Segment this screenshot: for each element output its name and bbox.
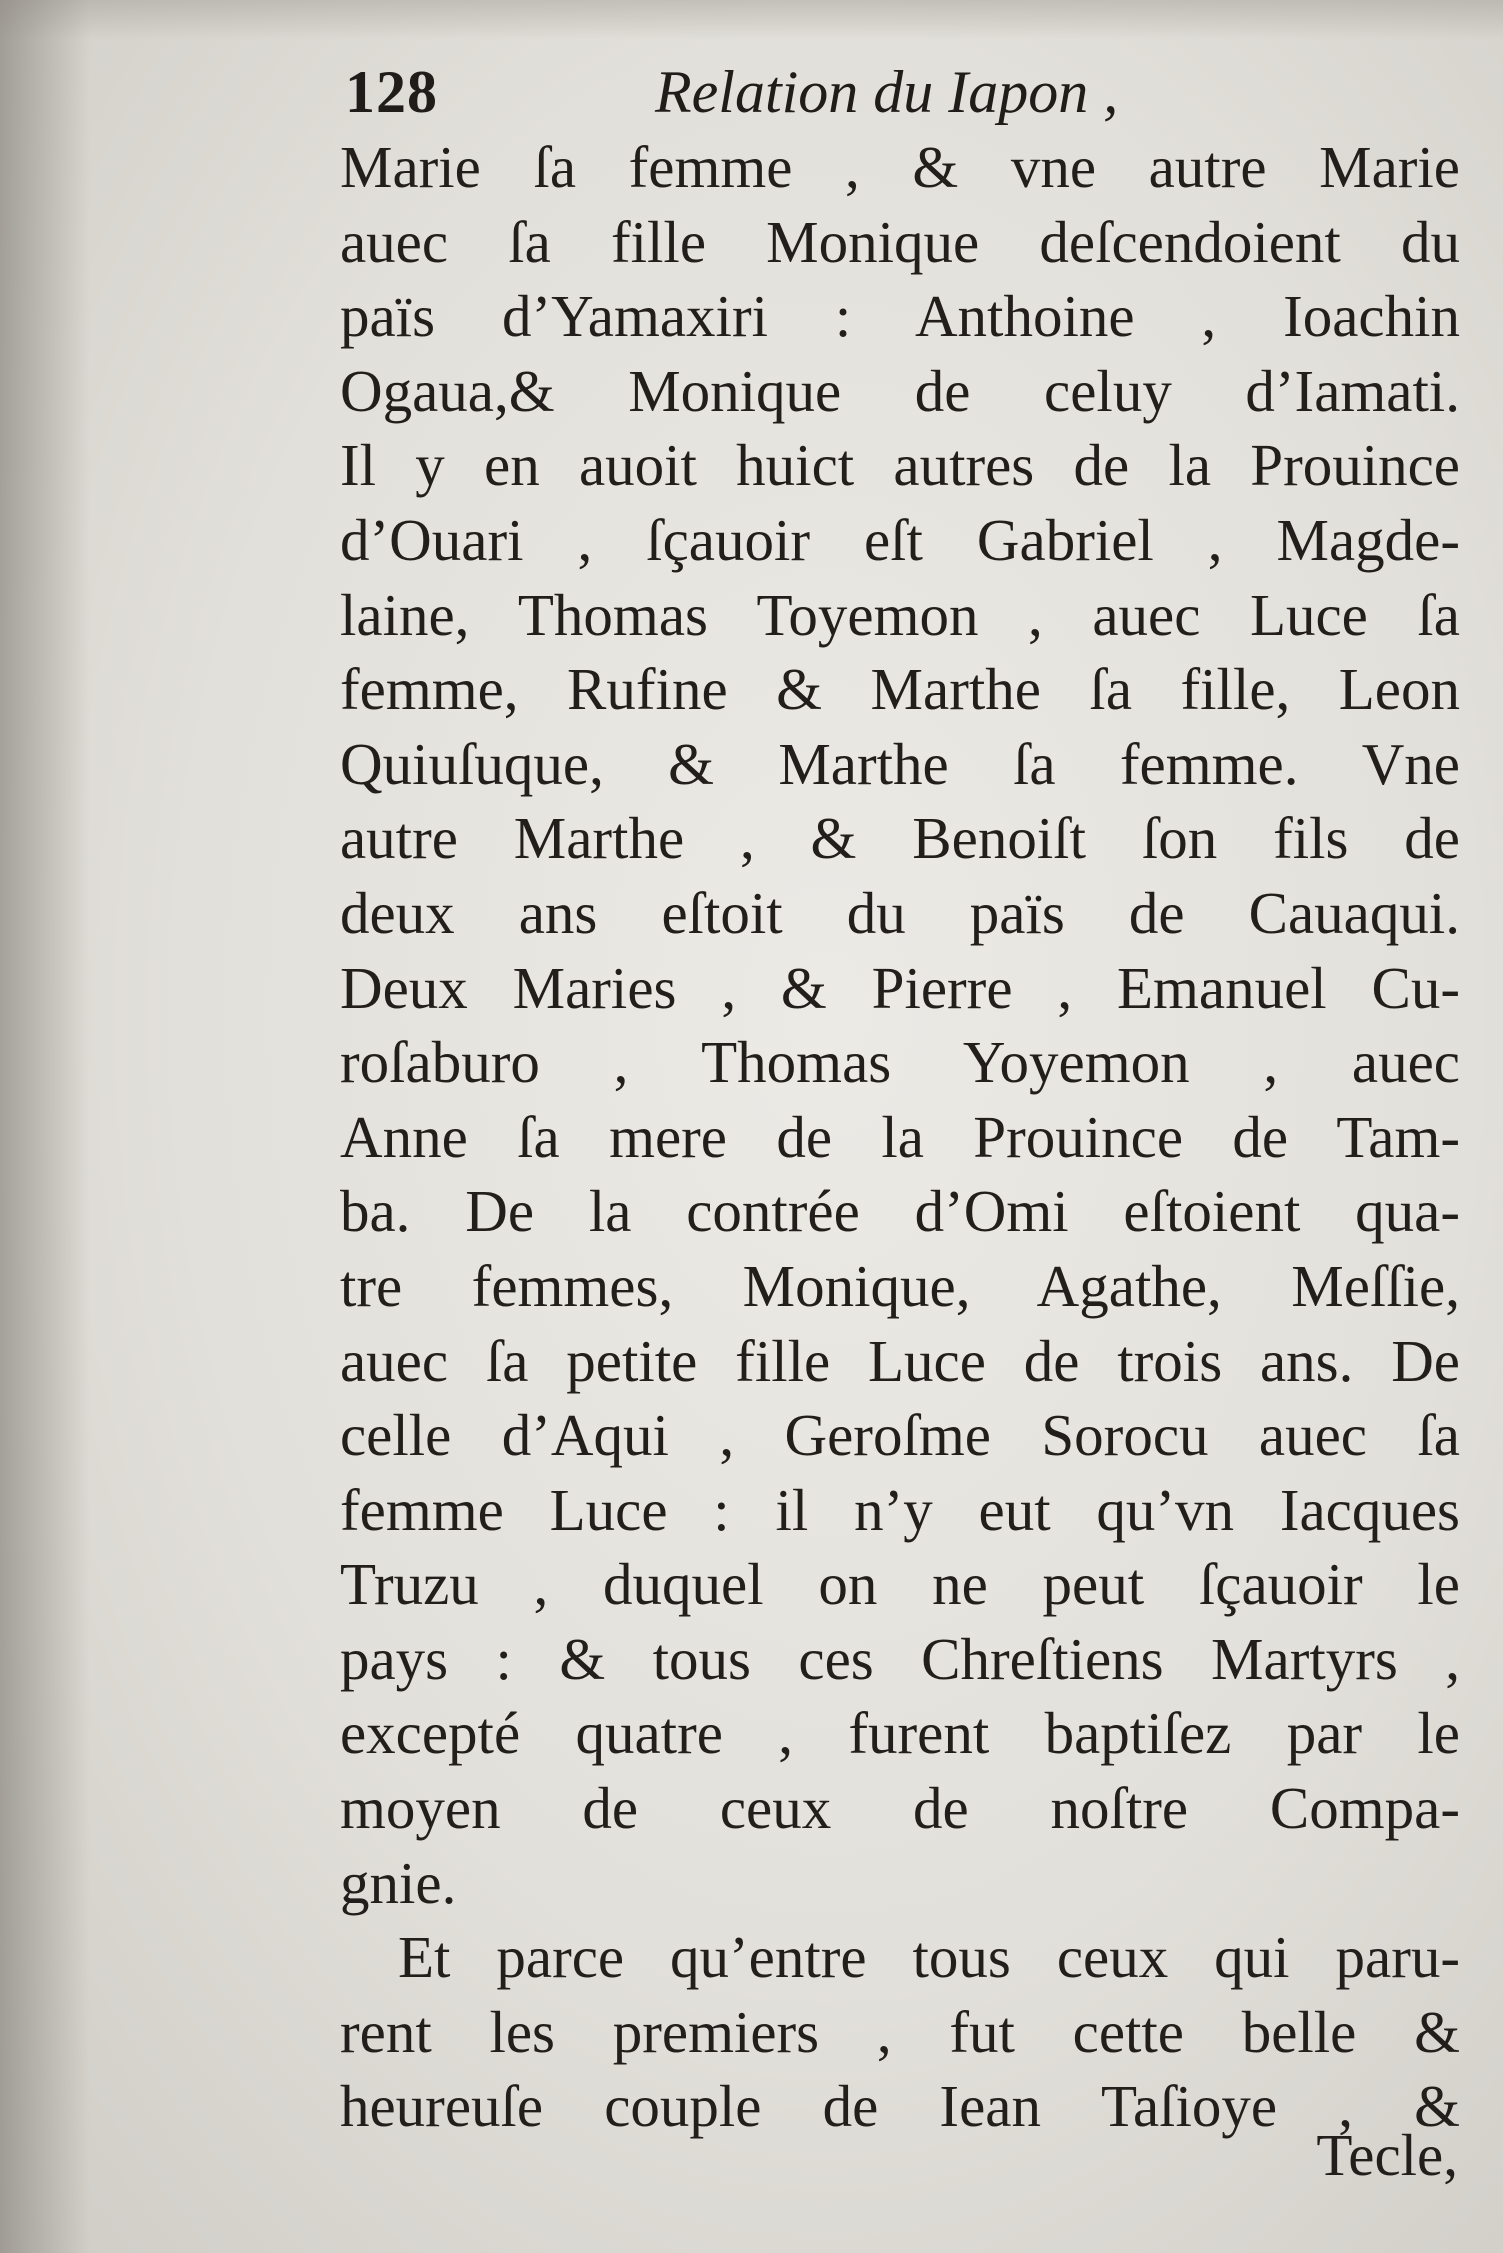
text-line: roſaburo , Thomas Yoyemon , auec: [340, 1029, 1460, 1096]
text-line: Ogaua,& Monique de celuy d’Iamati.: [340, 357, 1460, 424]
text-line: Anne ſa mere de la Prouince de Tam-: [340, 1103, 1460, 1170]
text-line: tre femmes, Monique, Agathe, Meſſie,: [340, 1252, 1460, 1319]
running-head: [345, 58, 1245, 138]
text-line: heureuſe couple de Iean Taſioye , &: [340, 2073, 1460, 2140]
text-line: Quiuſuque, & Marthe ſa femme. Vne: [340, 730, 1460, 797]
text-line: laine, Thomas Toyemon , auec Luce ſa: [340, 581, 1460, 648]
top-edge-shadow: [0, 0, 1503, 40]
text-line: pays : & tous ces Chreſtiens Martyrs ,: [340, 1625, 1460, 1692]
paragraph-2: [340, 1920, 1460, 2144]
text-line: femme Luce : il n’y eut qu’vn Iacques: [340, 1476, 1460, 1543]
text-line: femme, Rufine & Marthe ſa fille, Leon: [340, 656, 1460, 723]
text-line: païs d’Yamaxiri : Anthoine , Ioachin: [340, 283, 1460, 350]
text-line: Marie ſa femme , & vne autre Marie: [340, 134, 1460, 200]
page-number: 128: [345, 59, 438, 125]
text-line: gnie.: [340, 1849, 457, 1916]
catchword: Tecle,: [1316, 2122, 1458, 2188]
text-line: deux ans eſtoit du païs de Cauaqui.: [340, 879, 1460, 946]
text-line: auec ſa petite fille Luce de trois ans. De: [340, 1327, 1460, 1394]
text-line: moyen de ceux de noſtre Compa-: [340, 1775, 1460, 1842]
text-line: auec ſa fille Monique deſcendoient du: [340, 208, 1460, 275]
text-line: excepté quatre , furent baptiſez par le: [340, 1700, 1460, 1767]
text-line: ba. De la contrée d’Omi eſtoient qua-: [340, 1178, 1460, 1245]
body-text: [340, 130, 1460, 2144]
text-line: celle d’Aqui , Geroſme Sorocu auec ſa: [340, 1402, 1460, 1469]
text-line: autre Marthe , & Benoiſt ſon fils de: [340, 805, 1460, 872]
paragraph-1: [340, 130, 1460, 1920]
text-line: Truzu , duquel on ne peut ſçauoir le: [340, 1551, 1460, 1618]
text-line: rent les premiers , fut cette belle &: [340, 1998, 1460, 2065]
text-line: Deux Maries , & Pierre , Emanuel Cu-: [340, 954, 1460, 1021]
text-line: Il y en auoit huict autres de la Prouince: [340, 432, 1460, 499]
text-line: d’Ouari , ſçauoir eſt Gabriel , Magde-: [340, 506, 1460, 573]
running-title: Relation du Iapon ,: [655, 59, 1119, 125]
spine-shadow: [0, 0, 90, 2253]
text-line: Et parce qu’entre tous ceux qui paru-: [398, 1924, 1460, 1991]
